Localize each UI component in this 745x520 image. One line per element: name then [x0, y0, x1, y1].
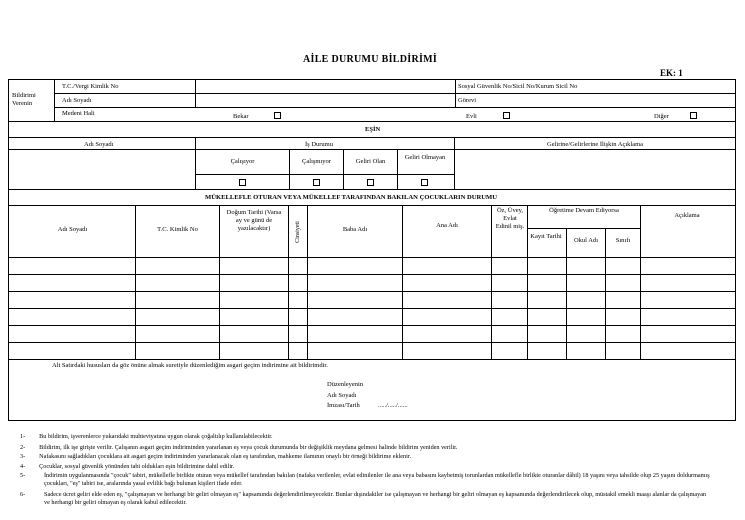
note-5: 5- İndirimin uygulanmasında "çocuk" tabiri, mükellefle birlikte oturan veya mükellef tarafından bakılan (nafaka verilenler, evlat edinilenler ile ana veya babasını kaybetmiş torunlardan mükellefle birlikte oturanlar dâhil) 18 yaşını veya tahsilde olup 25 yaşını doldurmamış çocukları, "eş" tabiri ise, aralarında yasal evlilik bağı bulunan kişileri ifade eder. [20, 472, 710, 487]
col-name: Adı Soyadı [57, 226, 88, 233]
signature-name: Adı Soyadı [327, 392, 357, 399]
col-grade: Sınıfı [615, 237, 631, 244]
duty-label: Görevi [458, 97, 477, 104]
signature-prepared: Düzenleyenin [327, 381, 364, 388]
marital-label: Medeni Hali [62, 110, 95, 117]
col-education: Öğretime Devam Ediyorsa [549, 207, 619, 214]
col-father: Baba Adı [342, 226, 368, 233]
table-row[interactable] [9, 275, 735, 291]
col-birth: Doğum Tarihi (Varsa ay ve günü de yazılacaktır) [226, 209, 282, 232]
col-note: Açıklama [674, 212, 700, 219]
not-working-checkbox[interactable] [313, 179, 320, 186]
children-heading: MÜKELLEFLE OTURAN VEYA MÜKELLEF TARAFINDAN BAKILAN ÇOCUKLARIN DURUMU [205, 194, 498, 201]
married-label: Evli [466, 113, 477, 120]
col-own: Öz, Üvey, Evlat Edinil miş. [495, 207, 525, 230]
declaration-text: Alt Satırdaki hususları da göz önüne almak suretiyle düzenlediğim asgari geçim indirimine ait bildirimdir. [52, 362, 328, 369]
note-3: 3- Nafakasını sağladıkları çocuklara ait asgari geçim indiriminden yararlanacak olan eş tarafından, mahkeme ilamının onaylı bir örneği bildirime eklenir. [20, 453, 412, 460]
option-working-label: Çalışıyor [230, 158, 255, 165]
single-checkbox[interactable] [274, 112, 281, 119]
declarant-side-label: Bildirimi Verenin [12, 92, 36, 107]
no-income-checkbox[interactable] [421, 179, 428, 186]
option-no-income-label: Geliri Olmayan [404, 154, 446, 161]
name-label: Adı Soyadı [62, 97, 92, 104]
tc-label: T.C./Vergi Kimlik No [62, 83, 119, 90]
signature-date-label: İmzası/Tarih [327, 402, 360, 409]
col-gender: Cinsiyeti [294, 221, 301, 243]
table-row[interactable] [9, 309, 735, 325]
note-1: 1- Bu bildirim, işverenlerce yukarıdaki muhteviyatına uygun olarak çoğaltılıp kullanılabilecektir. [20, 433, 273, 440]
table-row[interactable] [9, 326, 735, 342]
page-title: AİLE DURUMU BİLDİRİMİ [303, 54, 438, 65]
table-row[interactable] [9, 258, 735, 274]
spouse-income-label: Gelirine/Gelirlerine İlişkin Açıklama [547, 141, 644, 148]
table-row[interactable] [9, 292, 735, 308]
option-has-income-label: Geliri Olan [355, 158, 386, 165]
sgk-label: Sosyal Güvenlik No/Sicil No/Kurum Sicil No [458, 83, 578, 90]
spouse-work-label: İş Durumu [305, 141, 333, 148]
option-not-working-label: Çalışmıyor [302, 158, 331, 165]
col-mother: Ana Adı [436, 222, 458, 229]
working-checkbox[interactable] [239, 179, 246, 186]
col-tc: T.C. Kimlik No [157, 226, 198, 233]
note-2: 2- Bildirim, ilk işe girişte verilir. Çalışanın asgari geçim indiriminden yararlanan eş veya çocuk durumunda bir değişiklik meydana gelmesi halinde bildirim yeniden verilir. [20, 444, 458, 451]
col-reg-date: Kayıt Tarihi [530, 233, 562, 240]
col-school: Okul Adı [573, 237, 599, 244]
has-income-checkbox[interactable] [367, 179, 374, 186]
annex-label: EK: 1 [660, 68, 683, 78]
spouse-heading: EŞİN [365, 126, 381, 133]
note-4: 4- Çocuklar, sosyal güvenlik yönünden tabi oldukları eşin bildirimine dahil edilir. [20, 463, 235, 470]
spouse-name-label: Adı Soyadı [84, 141, 114, 148]
married-checkbox[interactable] [503, 112, 510, 119]
other-label: Diğer [654, 113, 669, 120]
note-6: 6- Sadece ücret geliri elde eden eş, "çalışmayan ve herhangi bir geliri olmayan eş" kapsamında değerlendirilmeyecektir. Bunlar dışındakiler ise çalışmayan ve herhangi bir geliri olmayan eş kapsamında değerlendirilecek olup, müstakil emekli maaşı alanlar da çalışmayan ve herhangi bir geliri olmayan eş olarak kabul edilecektir. [20, 491, 707, 506]
single-label: Bekar [233, 113, 249, 120]
signature-date-field[interactable]: ...../...../...... [378, 402, 408, 409]
other-checkbox[interactable] [690, 112, 697, 119]
